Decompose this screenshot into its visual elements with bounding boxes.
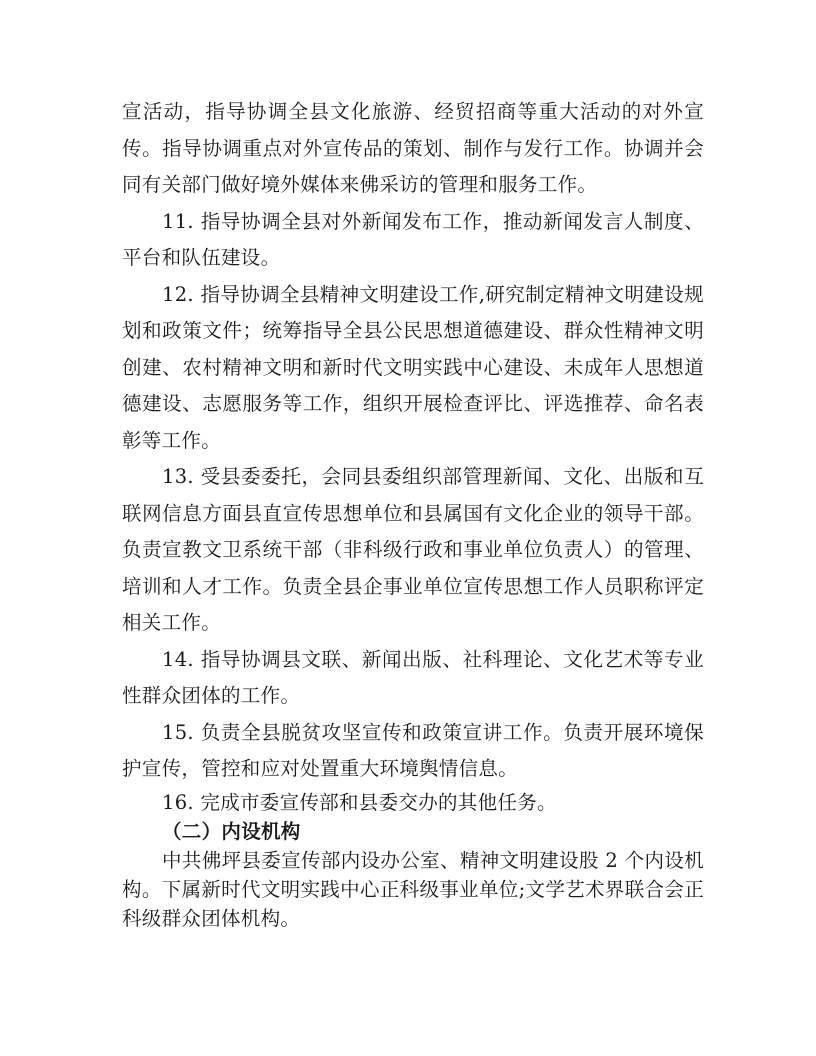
paragraph-item-14: 14. 指导协调县文联、新闻出版、社科理论、文化艺术等专业性群众团体的工作。 bbox=[122, 647, 704, 707]
section-heading: （二）内设机构 bbox=[162, 819, 301, 843]
paragraph-item-13: 13. 受县委委托，会同县委组织部管理新闻、文化、出版和互联网信息方面县直宣传思想单位和县属国有文化企业的领导干部。负责宣教文卫系统干部（非科级行政和事业单位负责人）的管理、培训和人才工作。负责全县企事业单位宣传思想工作人员职称评定相关工作。 bbox=[122, 465, 704, 634]
document-body bbox=[122, 94, 704, 933]
paragraph-item-15: 15. 负责全县脱贫攻坚宣传和政策宣讲工作。负责开展环境保护宣传，管控和应对处置重大环境舆情信息。 bbox=[122, 720, 704, 780]
paragraph-item-11: 11. 指导协调全县对外新闻发布工作，推动新闻发言人制度、平台和队伍建设。 bbox=[122, 209, 704, 269]
paragraph-item-16: 16. 完成市委宣传部和县委交办的其他任务。 bbox=[162, 790, 557, 814]
paragraph-continuation: 宣活动，指导协调全县文化旅游、经贸招商等重大活动的对外宣传。指导协调重点对外宣传品的策划、制作与发行工作。协调并会同有关部门做好境外媒体来佛采访的管理和服务工作。 bbox=[122, 100, 704, 196]
section-paragraph: 中共佛坪县委宣传部内设办公室、精神文明建设股 2 个内设机构。下属新时代文明实践中心正科级事业单位;文学艺术界联合会正科级群众团体机构。 bbox=[122, 848, 704, 930]
paragraph-item-12: 12. 指导协调全县精神文明建设工作,研究制定精神文明建设规划和政策文件；统筹指导全县公民思想道德建设、群众性精神文明创建、农村精神文明和新时代文明实践中心建设、未成年人思想道德建设、志愿服务等工作，组织开展检查评比、评选推荐、命名表彰等工作。 bbox=[122, 282, 704, 452]
